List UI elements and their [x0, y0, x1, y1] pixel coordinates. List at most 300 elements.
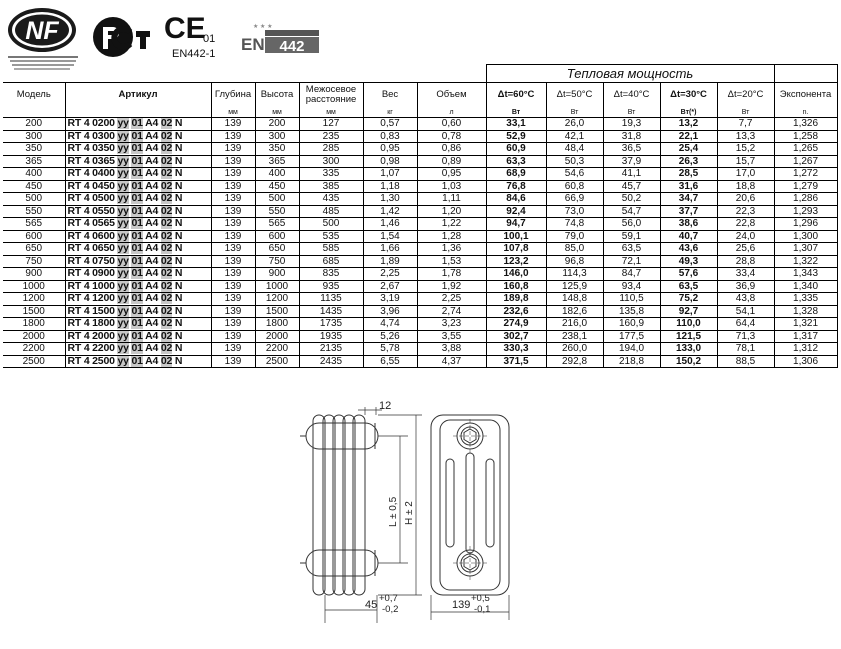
cell-depth: 139 [211, 330, 255, 343]
cell-dt20: 78,1 [717, 343, 774, 356]
cell-code: RT 4 1500 yy 01 A4 02 N [65, 305, 211, 318]
cell-depth: 139 [211, 118, 255, 131]
cell-dt30: 63,5 [660, 280, 717, 293]
cell-dt30: 38,6 [660, 218, 717, 231]
cell-dt30: 49,3 [660, 255, 717, 268]
svg-text:01: 01 [203, 33, 216, 45]
cell-dt50: 50,3 [546, 155, 603, 168]
dim-l: L ± 0,5 [388, 496, 399, 527]
unit-dt50: Вт [546, 107, 603, 118]
front-view [431, 415, 509, 595]
cell-dt30: 25,4 [660, 143, 717, 156]
col-depth: Глубина [211, 83, 255, 108]
unit-weight: кг [363, 107, 417, 118]
cell-height: 1500 [255, 305, 299, 318]
cell-dt50: 42,1 [546, 130, 603, 143]
cell-axis: 335 [299, 168, 363, 181]
cell-dt30: 110,0 [660, 318, 717, 331]
cell-axis: 1935 [299, 330, 363, 343]
cell-weight: 5,26 [363, 330, 417, 343]
cell-code: RT 4 0600 yy 01 A4 02 N [65, 230, 211, 243]
cell-height: 500 [255, 193, 299, 206]
cell-depth: 139 [211, 355, 255, 368]
col-dt60: Δt=60°C [486, 83, 546, 108]
cell-dt40: 41,1 [603, 168, 660, 181]
cell-dt30: 43,6 [660, 243, 717, 256]
cell-model: 400 [3, 168, 65, 181]
cell-depth: 139 [211, 243, 255, 256]
dim-139-plus: +0,5 [471, 593, 490, 604]
cell-weight: 1,66 [363, 243, 417, 256]
cell-dt60: 160,8 [486, 280, 546, 293]
cell-weight: 1,18 [363, 180, 417, 193]
cell-weight: 0,95 [363, 143, 417, 156]
cell-volume: 1,53 [417, 255, 486, 268]
cell-exp: 1,306 [774, 355, 837, 368]
cell-dt30: 28,5 [660, 168, 717, 181]
cell-dt60: 330,3 [486, 343, 546, 356]
cell-dt60: 146,0 [486, 268, 546, 281]
cell-dt20: 7,7 [717, 118, 774, 131]
cell-dt50: 114,3 [546, 268, 603, 281]
table-row [3, 330, 837, 343]
dim-45-plus: +0,7 [379, 593, 398, 604]
cell-weight: 1,42 [363, 205, 417, 218]
cell-code: RT 4 2500 yy 01 A4 02 N [65, 355, 211, 368]
cell-volume: 3,55 [417, 330, 486, 343]
table-row [3, 318, 837, 331]
cell-code: RT 4 0350 yy 01 A4 02 N [65, 143, 211, 156]
cell-depth: 139 [211, 268, 255, 281]
header-row [3, 83, 837, 108]
cell-dt40: 177,5 [603, 330, 660, 343]
cell-volume: 2,25 [417, 293, 486, 306]
col-model: Модель [3, 83, 65, 108]
dim-h: H ± 2 [404, 501, 415, 525]
cell-model: 2200 [3, 343, 65, 356]
cell-dt50: 26,0 [546, 118, 603, 131]
cell-dt20: 22,3 [717, 205, 774, 218]
cell-weight: 1,07 [363, 168, 417, 181]
cell-model: 200 [3, 118, 65, 131]
svg-text:EN: EN [241, 35, 265, 54]
cell-dt30: 22,1 [660, 130, 717, 143]
cell-exp: 1,293 [774, 205, 837, 218]
cell-dt30: 75,2 [660, 293, 717, 306]
cell-dt40: 31,8 [603, 130, 660, 143]
table-row [3, 230, 837, 243]
cell-dt60: 189,8 [486, 293, 546, 306]
cell-dt30: 40,7 [660, 230, 717, 243]
cell-model: 350 [3, 143, 65, 156]
cell-dt40: 19,3 [603, 118, 660, 131]
cell-code: RT 4 2000 yy 01 A4 02 N [65, 330, 211, 343]
cell-dt40: 218,8 [603, 355, 660, 368]
unit-dt20: Вт [717, 107, 774, 118]
cell-exp: 1,296 [774, 218, 837, 231]
cell-dt60: 107,8 [486, 243, 546, 256]
cell-weight: 2,67 [363, 280, 417, 293]
cell-dt50: 182,6 [546, 305, 603, 318]
dim-139: 139 [452, 599, 471, 611]
cell-axis: 500 [299, 218, 363, 231]
cell-dt20: 13,3 [717, 130, 774, 143]
cell-dt30: 37,7 [660, 205, 717, 218]
cell-exp: 1,321 [774, 318, 837, 331]
cell-dt50: 48,4 [546, 143, 603, 156]
cell-height: 600 [255, 230, 299, 243]
cell-height: 300 [255, 130, 299, 143]
cell-axis: 385 [299, 180, 363, 193]
cell-model: 750 [3, 255, 65, 268]
cell-code: RT 4 0365 yy 01 A4 02 N [65, 155, 211, 168]
cell-dt20: 22,8 [717, 218, 774, 231]
cell-dt60: 274,9 [486, 318, 546, 331]
cell-exp: 1,307 [774, 243, 837, 256]
cell-axis: 1135 [299, 293, 363, 306]
en442-logo [241, 23, 319, 55]
cell-volume: 1,03 [417, 180, 486, 193]
cell-dt60: 68,9 [486, 168, 546, 181]
cell-height: 750 [255, 255, 299, 268]
unit-depth: мм [211, 107, 255, 118]
cell-dt20: 28,8 [717, 255, 774, 268]
cell-dt20: 54,1 [717, 305, 774, 318]
cell-dt20: 15,2 [717, 143, 774, 156]
cell-dt50: 73,0 [546, 205, 603, 218]
cell-dt60: 33,1 [486, 118, 546, 131]
cell-exp: 1,312 [774, 343, 837, 356]
nf-logo [8, 8, 78, 70]
col-exp: Экспонента [774, 83, 837, 108]
cell-dt40: 93,4 [603, 280, 660, 293]
cell-dt40: 50,2 [603, 193, 660, 206]
col-article: Артикул [65, 83, 211, 108]
cell-dt60: 63,3 [486, 155, 546, 168]
cell-weight: 1,54 [363, 230, 417, 243]
cell-dt20: 33,4 [717, 268, 774, 281]
cell-volume: 0,95 [417, 168, 486, 181]
cell-exp: 1,328 [774, 305, 837, 318]
cell-code: RT 4 2200 yy 01 A4 02 N [65, 343, 211, 356]
cell-axis: 1435 [299, 305, 363, 318]
cell-axis: 935 [299, 280, 363, 293]
cell-dt40: 84,7 [603, 268, 660, 281]
table-row [3, 355, 837, 368]
cell-height: 565 [255, 218, 299, 231]
unit-dt60: Вт [486, 107, 546, 118]
cell-dt30: 133,0 [660, 343, 717, 356]
cell-model: 365 [3, 155, 65, 168]
cell-code: RT 4 0500 yy 01 A4 02 N [65, 193, 211, 206]
cell-depth: 139 [211, 180, 255, 193]
cell-weight: 0,98 [363, 155, 417, 168]
table-row [3, 205, 837, 218]
col-height: Высота [255, 83, 299, 108]
cell-dt20: 64,4 [717, 318, 774, 331]
unit-exp: n. [774, 107, 837, 118]
cell-dt60: 232,6 [486, 305, 546, 318]
cell-weight: 5,78 [363, 343, 417, 356]
cell-dt40: 54,7 [603, 205, 660, 218]
dim-top: 12 [379, 400, 392, 412]
cell-code: RT 4 0300 yy 01 A4 02 N [65, 130, 211, 143]
unit-axis: мм [299, 107, 363, 118]
table-row [3, 130, 837, 143]
table-row [3, 293, 837, 306]
cell-code: RT 4 1000 yy 01 A4 02 N [65, 280, 211, 293]
cell-dt40: 45,7 [603, 180, 660, 193]
cell-dt60: 60,9 [486, 143, 546, 156]
cell-depth: 139 [211, 230, 255, 243]
cell-dt40: 56,0 [603, 218, 660, 231]
cell-height: 1200 [255, 293, 299, 306]
cell-dt40: 194,0 [603, 343, 660, 356]
cell-dt40: 37,9 [603, 155, 660, 168]
cell-exp: 1,265 [774, 143, 837, 156]
dim-45-minus: -0,2 [382, 604, 399, 615]
spec-table-body [3, 118, 837, 368]
cell-dt40: 63,5 [603, 243, 660, 256]
cell-volume: 3,23 [417, 318, 486, 331]
cell-exp: 1,335 [774, 293, 837, 306]
spec-table [3, 64, 838, 368]
cell-volume: 1,92 [417, 280, 486, 293]
cell-model: 300 [3, 130, 65, 143]
cell-exp: 1,267 [774, 155, 837, 168]
cell-model: 2500 [3, 355, 65, 368]
col-dt20: Δt=20°C [717, 83, 774, 108]
spec-table-container [3, 64, 837, 368]
cell-exp: 1,258 [774, 130, 837, 143]
cell-dt60: 100,1 [486, 230, 546, 243]
cell-weight: 1,89 [363, 255, 417, 268]
cell-axis: 127 [299, 118, 363, 131]
cell-volume: 3,88 [417, 343, 486, 356]
cell-dt30: 26,3 [660, 155, 717, 168]
cell-dt50: 96,8 [546, 255, 603, 268]
cell-weight: 3,19 [363, 293, 417, 306]
col-dt40: Δt=40°C [603, 83, 660, 108]
cell-weight: 1,30 [363, 193, 417, 206]
svg-text:442: 442 [279, 38, 305, 55]
table-row [3, 155, 837, 168]
cell-model: 450 [3, 180, 65, 193]
cell-depth: 139 [211, 205, 255, 218]
cell-dt40: 135,8 [603, 305, 660, 318]
cell-model: 500 [3, 193, 65, 206]
cell-dt50: 79,0 [546, 230, 603, 243]
cell-height: 1800 [255, 318, 299, 331]
cell-dt50: 260,0 [546, 343, 603, 356]
cell-dt60: 76,8 [486, 180, 546, 193]
cell-exp: 1,317 [774, 330, 837, 343]
cell-dt30: 121,5 [660, 330, 717, 343]
cell-dt60: 84,6 [486, 193, 546, 206]
cell-axis: 300 [299, 155, 363, 168]
cell-volume: 1,11 [417, 193, 486, 206]
heat-output-title: Тепловая мощность [486, 65, 774, 83]
table-row [3, 268, 837, 281]
cell-model: 900 [3, 268, 65, 281]
cell-axis: 485 [299, 205, 363, 218]
cell-dt40: 72,1 [603, 255, 660, 268]
cell-height: 450 [255, 180, 299, 193]
pct-logo [93, 17, 150, 57]
svg-text:EN442-1: EN442-1 [172, 48, 216, 60]
cell-depth: 139 [211, 130, 255, 143]
cell-code: RT 4 0900 yy 01 A4 02 N [65, 268, 211, 281]
cell-dt20: 24,0 [717, 230, 774, 243]
cell-dt40: 59,1 [603, 230, 660, 243]
col-volume: Объем [417, 83, 486, 108]
cell-weight: 3,96 [363, 305, 417, 318]
dim-139-minus: -0,1 [474, 604, 491, 615]
table-row [3, 118, 837, 131]
cell-dt60: 92,4 [486, 205, 546, 218]
cell-volume: 0,78 [417, 130, 486, 143]
cell-volume: 1,28 [417, 230, 486, 243]
table-row [3, 243, 837, 256]
cell-depth: 139 [211, 343, 255, 356]
cell-axis: 235 [299, 130, 363, 143]
cell-dt30: 92,7 [660, 305, 717, 318]
unit-dt40: Вт [603, 107, 660, 118]
cell-exp: 1,340 [774, 280, 837, 293]
cell-dt50: 292,8 [546, 355, 603, 368]
cell-height: 200 [255, 118, 299, 131]
cell-depth: 139 [211, 193, 255, 206]
cell-code: RT 4 0750 yy 01 A4 02 N [65, 255, 211, 268]
cell-weight: 4,74 [363, 318, 417, 331]
cell-volume: 1,20 [417, 205, 486, 218]
cell-model: 600 [3, 230, 65, 243]
cell-depth: 139 [211, 280, 255, 293]
table-row [3, 218, 837, 231]
cell-dt50: 60,8 [546, 180, 603, 193]
cell-model: 550 [3, 205, 65, 218]
cell-code: RT 4 0550 yy 01 A4 02 N [65, 205, 211, 218]
cell-dt50: 85,0 [546, 243, 603, 256]
svg-text:★ ★ ★: ★ ★ ★ [253, 24, 273, 30]
cell-dt20: 71,3 [717, 330, 774, 343]
cell-dt20: 36,9 [717, 280, 774, 293]
cell-volume: 0,89 [417, 155, 486, 168]
table-row [3, 193, 837, 206]
cell-axis: 2135 [299, 343, 363, 356]
cell-axis: 2435 [299, 355, 363, 368]
cell-weight: 1,46 [363, 218, 417, 231]
cell-model: 1800 [3, 318, 65, 331]
cell-volume: 2,74 [417, 305, 486, 318]
cell-dt30: 13,2 [660, 118, 717, 131]
cell-dt20: 17,0 [717, 168, 774, 181]
table-row [3, 168, 837, 181]
table-row [3, 255, 837, 268]
col-dt50: Δt=50°C [546, 83, 603, 108]
cell-dt60: 371,5 [486, 355, 546, 368]
col-weight: Вес [363, 83, 417, 108]
cell-exp: 1,279 [774, 180, 837, 193]
table-row [3, 280, 837, 293]
cell-volume: 0,86 [417, 143, 486, 156]
col-dt30: Δt=30°C [660, 83, 717, 108]
side-view [300, 415, 378, 595]
cell-code: RT 4 0200 yy 01 A4 02 N [65, 118, 211, 131]
cell-depth: 139 [211, 318, 255, 331]
cell-model: 1000 [3, 280, 65, 293]
cell-dt40: 36,5 [603, 143, 660, 156]
cell-exp: 1,286 [774, 193, 837, 206]
cell-dt20: 15,7 [717, 155, 774, 168]
cell-axis: 435 [299, 193, 363, 206]
dim-45: 45 [365, 599, 378, 611]
unit-volume: л [417, 107, 486, 118]
cell-height: 2000 [255, 330, 299, 343]
cell-model: 565 [3, 218, 65, 231]
cell-dt60: 123,2 [486, 255, 546, 268]
cell-height: 350 [255, 143, 299, 156]
cell-dt50: 54,6 [546, 168, 603, 181]
nf-logo-text: NF [25, 17, 59, 45]
cell-model: 1200 [3, 293, 65, 306]
cell-code: RT 4 0565 yy 01 A4 02 N [65, 218, 211, 231]
cell-exp: 1,343 [774, 268, 837, 281]
cell-depth: 139 [211, 293, 255, 306]
cell-weight: 2,25 [363, 268, 417, 281]
cell-code: RT 4 0400 yy 01 A4 02 N [65, 168, 211, 181]
cell-dt60: 302,7 [486, 330, 546, 343]
cell-code: RT 4 0450 yy 01 A4 02 N [65, 180, 211, 193]
cell-axis: 835 [299, 268, 363, 281]
cell-dt20: 20,6 [717, 193, 774, 206]
cell-dt60: 52,9 [486, 130, 546, 143]
cell-height: 1000 [255, 280, 299, 293]
cell-axis: 585 [299, 243, 363, 256]
cell-exp: 1,300 [774, 230, 837, 243]
cell-depth: 139 [211, 155, 255, 168]
cell-code: RT 4 1200 yy 01 A4 02 N [65, 293, 211, 306]
units-row [3, 107, 837, 118]
cell-exp: 1,322 [774, 255, 837, 268]
cell-volume: 1,22 [417, 218, 486, 231]
cell-height: 900 [255, 268, 299, 281]
cell-dt30: 150,2 [660, 355, 717, 368]
table-row [3, 343, 837, 356]
svg-text:CE: CE [164, 12, 206, 45]
cell-dt30: 31,6 [660, 180, 717, 193]
cell-volume: 4,37 [417, 355, 486, 368]
cell-model: 650 [3, 243, 65, 256]
cell-dt50: 125,9 [546, 280, 603, 293]
cell-dt50: 148,8 [546, 293, 603, 306]
cell-volume: 0,60 [417, 118, 486, 131]
cell-height: 2500 [255, 355, 299, 368]
cell-depth: 139 [211, 168, 255, 181]
cell-dt50: 216,0 [546, 318, 603, 331]
cell-dt60: 94,7 [486, 218, 546, 231]
cell-weight: 0,83 [363, 130, 417, 143]
cell-dt20: 43,8 [717, 293, 774, 306]
cell-dt20: 25,6 [717, 243, 774, 256]
cell-axis: 1735 [299, 318, 363, 331]
cell-depth: 139 [211, 218, 255, 231]
cell-height: 400 [255, 168, 299, 181]
cell-height: 2200 [255, 343, 299, 356]
col-axis: Межосевое расстояние [299, 83, 363, 108]
cell-dt30: 34,7 [660, 193, 717, 206]
cell-dt50: 238,1 [546, 330, 603, 343]
